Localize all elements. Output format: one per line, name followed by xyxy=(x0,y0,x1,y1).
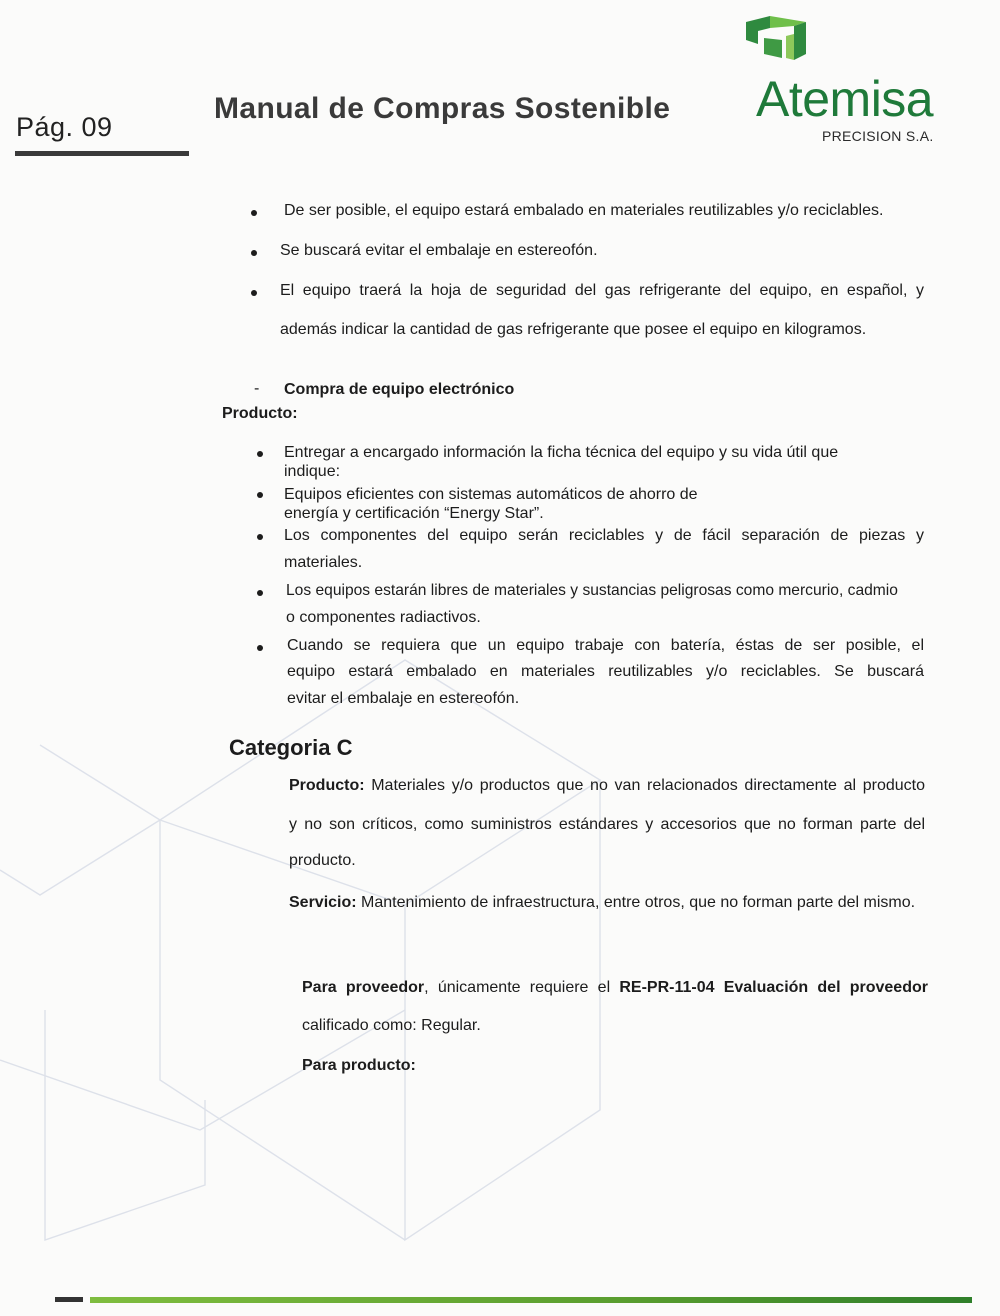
servicio-label: Servicio: xyxy=(289,894,357,911)
bullet-dot xyxy=(257,492,263,498)
bullet-dot xyxy=(257,645,263,651)
section-title: Categoria C xyxy=(229,735,353,760)
producto-label: Producto: xyxy=(222,405,298,422)
company-logo xyxy=(742,14,942,144)
list-item: Entregar a encargado información la ficha técnica del equipo y su vida útil que xyxy=(284,444,839,461)
list-item-continuation: materiales. xyxy=(284,554,363,571)
para-proveedor-line: calificado como: Regular. xyxy=(302,1017,481,1034)
servicio-text: Mantenimiento de infraestructura, entre otros, que no forman parte del mismo. xyxy=(356,894,916,911)
para-proveedor-text: , únicamente requiere el xyxy=(424,979,620,996)
footer-rule-green xyxy=(90,1297,972,1303)
bullet-text: De ser posible, el equipo estará embalado en materiales reutilizables y/o reciclables. xyxy=(284,202,884,219)
categoria-c-producto-line: y no son críticos, como suministros estándares y accesorios que no forman parte del xyxy=(289,816,925,833)
bullet-text: Se buscará evitar el embalaje en estereofón. xyxy=(280,242,598,259)
list-item: Los componentes del equipo serán reciclables y de fácil separación de piezas y xyxy=(284,527,924,544)
list-item: Cuando se requiera que un equipo trabaje con batería, éstas de ser posible, el xyxy=(287,637,924,654)
list-item-continuation: energía y certificación “Energy Star”. xyxy=(284,505,544,522)
producto-text: Materiales y/o productos que no van relacionados directamente al producto xyxy=(364,777,925,794)
list-item: Los equipos estarán libres de materiales y sustancias peligrosas como mercurio, cadmio xyxy=(286,582,898,599)
atemisa-cube-logo-icon xyxy=(742,14,822,74)
bullet-dot xyxy=(257,534,263,540)
para-producto-label: Para producto: xyxy=(302,1057,416,1074)
list-dash: - xyxy=(254,380,260,397)
section-heading: Compra de equipo electrónico xyxy=(284,381,515,398)
footer-rule-dark xyxy=(55,1297,83,1302)
logo-wordmark: Atemisa xyxy=(756,71,934,127)
page-number-underline xyxy=(15,151,189,156)
para-proveedor xyxy=(302,979,928,997)
logo-subtitle: PRECISION S.A. xyxy=(822,128,934,144)
bullet-dot xyxy=(257,451,263,457)
para-proveedor-label: Para proveedor xyxy=(302,979,425,996)
bullet-text-continuation: además indicar la cantidad de gas refrigerante que posee el equipo en kilogramos. xyxy=(280,321,867,338)
bullet-dot xyxy=(251,290,257,296)
bullet-dot xyxy=(251,210,257,216)
page-number: Pág. 09 xyxy=(16,112,113,142)
list-item: Equipos eficientes con sistemas automáticos de ahorro de xyxy=(284,486,698,503)
producto-label: Producto: xyxy=(289,777,365,794)
list-item-continuation: o componentes radiactivos. xyxy=(286,609,481,626)
list-item-continuation: equipo estará embalado en materiales reutilizables y/o reciclables. Se buscará xyxy=(287,663,924,680)
categoria-c-producto xyxy=(289,777,925,795)
form-reference: RE-PR-11-04 Evaluación del proveedor xyxy=(619,979,928,996)
categoria-c-producto-line: producto. xyxy=(289,852,356,869)
bullet-dot xyxy=(251,250,257,256)
document-title: Manual de Compras Sostenible xyxy=(214,92,671,125)
categoria-c-servicio xyxy=(289,894,915,912)
bullet-dot xyxy=(257,590,263,596)
bullet-text: El equipo traerá la hoja de seguridad del gas refrigerante del equipo, en español, y xyxy=(280,282,924,299)
list-item-continuation: evitar el embalaje en estereofón. xyxy=(287,690,520,707)
list-item-continuation: indique: xyxy=(284,463,341,480)
